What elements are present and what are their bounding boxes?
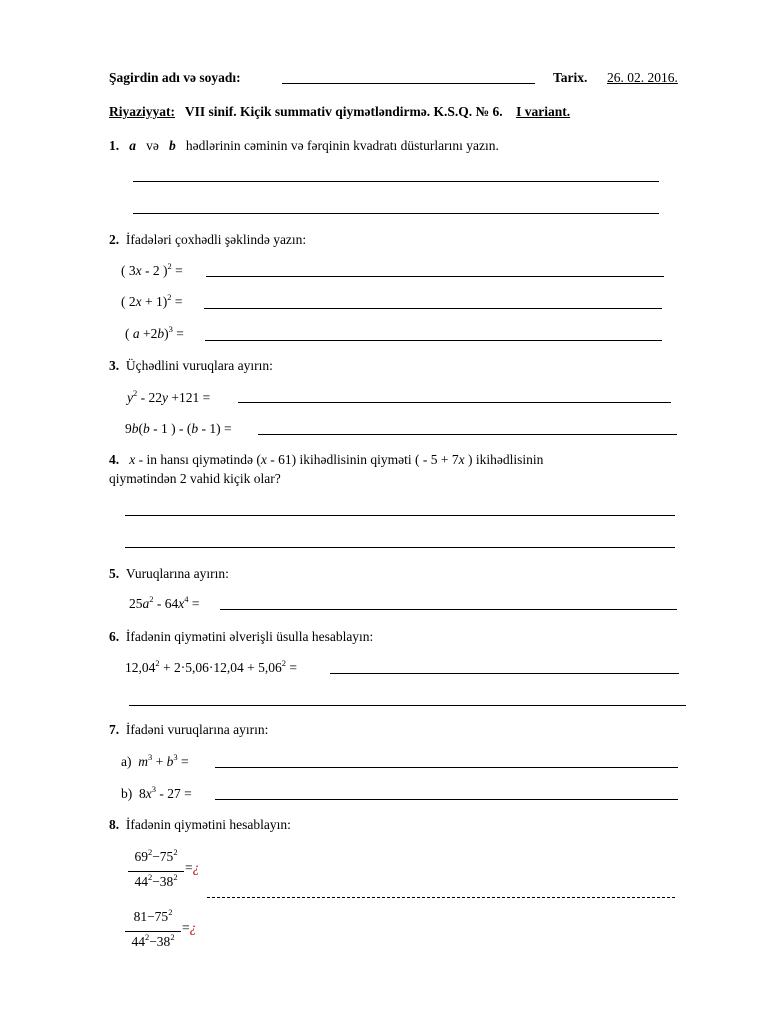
var-b: b xyxy=(169,138,176,153)
math-token: = xyxy=(177,754,189,769)
math-token: = xyxy=(172,326,184,341)
expression-5 xyxy=(129,596,200,612)
math-token: b) xyxy=(121,786,133,801)
answer-line[interactable] xyxy=(215,767,678,768)
math-token: 2 xyxy=(147,847,153,857)
question-number: 7. xyxy=(109,722,120,737)
math-token: 44 xyxy=(134,874,148,889)
math-token: x xyxy=(178,596,185,611)
math-token: −75 xyxy=(152,849,174,864)
math-token: 9 xyxy=(125,421,132,436)
math-token: 3 xyxy=(151,784,156,794)
expression-7-a xyxy=(121,754,189,770)
question-5 xyxy=(109,566,229,582)
math-token: a) xyxy=(121,754,132,769)
placeholder-mark: ¿ xyxy=(189,920,197,935)
math-token: y xyxy=(127,390,133,405)
math-token: 8 xyxy=(139,786,146,801)
math-token: +121 = xyxy=(168,390,211,405)
math-token: x xyxy=(135,294,142,309)
fraction-denominator xyxy=(128,874,184,890)
math-token: 3 xyxy=(168,324,173,334)
question-4 xyxy=(109,452,543,468)
variant-label: I variant. xyxy=(516,104,571,119)
answer-line[interactable] xyxy=(258,434,677,435)
math-token: - 61) ikihədlisinin qiyməti ( - 5 + 7 xyxy=(266,452,459,467)
math-token: + 2·5,06·12,04 + 5,06 xyxy=(159,660,282,675)
math-token: = xyxy=(188,596,200,611)
math-token: 2 xyxy=(133,388,138,398)
dashed-answer-line[interactable] xyxy=(207,897,675,898)
math-token: 44 xyxy=(131,934,145,949)
math-token: b xyxy=(157,326,165,341)
math-token: 2 xyxy=(144,932,150,942)
placeholder-mark: ¿ xyxy=(192,860,200,875)
math-token: - 22 xyxy=(137,390,162,405)
math-token: = xyxy=(171,263,183,278)
answer-line[interactable] xyxy=(238,402,671,403)
math-token: 2 xyxy=(281,658,286,668)
question-number: 5. xyxy=(109,566,120,581)
var-a: a xyxy=(129,138,136,153)
expression-2-2 xyxy=(121,294,182,310)
math-token: - 2 ) xyxy=(141,263,168,278)
question-number: 2. xyxy=(109,232,120,247)
answer-line[interactable] xyxy=(206,276,664,277)
expression-2-1 xyxy=(121,263,183,279)
question-text: Üçhədlini vuruqlara ayırın: xyxy=(125,358,273,373)
conjunction: və xyxy=(146,138,159,153)
math-token: - 1 ) - ( xyxy=(149,421,192,436)
question-text: İfadələri çoxhədli şəklində yazın: xyxy=(125,232,307,247)
expression-3-2 xyxy=(125,421,232,437)
question-text: İfadənin qiymətini əlverişli üsulla hesablayın: xyxy=(125,629,374,644)
answer-line[interactable] xyxy=(204,308,662,309)
math-token: a xyxy=(132,326,140,341)
question-1 xyxy=(109,138,499,154)
answer-line[interactable] xyxy=(125,547,675,548)
math-token: + 1) xyxy=(141,294,168,309)
answer-line[interactable] xyxy=(330,673,679,674)
question-text: İfadənin qiymətini hesablayın: xyxy=(125,817,291,832)
math-token: ) ikihədlisinin xyxy=(464,452,544,467)
math-token: ) xyxy=(164,326,169,341)
fraction-denominator xyxy=(125,934,181,950)
question-8 xyxy=(109,817,291,833)
math-token: x xyxy=(260,452,267,467)
question-text: hədlərinin cəminin və fərqinin kvadratı düsturlarını yazın. xyxy=(185,138,499,153)
math-token: - 27 = xyxy=(156,786,192,801)
math-token: x xyxy=(145,786,152,801)
question-2 xyxy=(109,232,306,248)
answer-line[interactable] xyxy=(125,515,675,516)
math-token: x xyxy=(135,263,142,278)
question-7 xyxy=(109,722,268,738)
math-token: 25 xyxy=(129,596,143,611)
answer-line[interactable] xyxy=(220,609,677,610)
math-token: + xyxy=(152,754,167,769)
math-token: b xyxy=(143,421,150,436)
math-token: = xyxy=(182,920,190,935)
math-token: 3 xyxy=(148,752,153,762)
equals-sign xyxy=(185,860,199,876)
student-name-label: Şagirdin adı və soyadı: xyxy=(109,70,241,85)
math-token: y xyxy=(162,390,168,405)
question-number: 3. xyxy=(109,358,120,373)
student-name-field[interactable] xyxy=(282,83,535,84)
math-token: +2 xyxy=(139,326,158,341)
question-number: 1. xyxy=(109,138,120,153)
math-token: 2 xyxy=(155,658,160,668)
math-token: 3 xyxy=(173,752,178,762)
question-number: 8. xyxy=(109,817,120,832)
math-token: 69 xyxy=(134,849,148,864)
answer-line[interactable] xyxy=(133,213,659,214)
math-token: 2 xyxy=(168,907,173,917)
math-token: 12,04 xyxy=(125,660,156,675)
math-token: 2 xyxy=(167,261,172,271)
math-token: = xyxy=(285,660,297,675)
answer-line[interactable] xyxy=(133,181,659,182)
expression-2-3 xyxy=(125,326,184,342)
math-token: a xyxy=(142,596,150,611)
math-token: 2 xyxy=(167,292,172,302)
math-token: −38 xyxy=(149,934,171,949)
math-token: m xyxy=(138,754,148,769)
question-number: 6. xyxy=(109,629,120,644)
fraction-numerator xyxy=(128,849,184,865)
math-token: x xyxy=(458,452,465,467)
math-token: 2 xyxy=(170,932,175,942)
equals-sign xyxy=(182,920,196,936)
date-label: Tarix. xyxy=(553,70,588,85)
math-token: 2 xyxy=(173,872,178,882)
subject-header xyxy=(109,104,570,120)
math-token: ( 2 xyxy=(121,294,136,309)
question-text: İfadəni vuruqlarına ayırın: xyxy=(125,722,269,737)
fraction-numerator xyxy=(125,909,181,925)
math-token: 4 xyxy=(184,594,189,604)
expression-3-1 xyxy=(127,390,210,406)
math-token: - 1) = xyxy=(198,421,232,436)
question-4-line-2: qiymətindən 2 vahid kiçik olar? xyxy=(109,471,281,486)
math-token: ( 3 xyxy=(121,263,136,278)
math-token: - in hansı qiymətində ( xyxy=(138,452,261,467)
math-token: 2 xyxy=(173,847,178,857)
answer-line[interactable] xyxy=(205,340,662,341)
math-token: - 64 xyxy=(153,596,179,611)
math-token: ( xyxy=(138,421,143,436)
answer-line[interactable] xyxy=(129,705,686,706)
math-token: = xyxy=(185,860,193,875)
math-token: x xyxy=(129,452,136,467)
math-token: 2 xyxy=(149,594,154,604)
date-value: 26. 02. 2016. xyxy=(607,70,678,85)
question-number: 4. xyxy=(109,452,120,467)
math-token: −38 xyxy=(152,874,174,889)
math-token: 81−75 xyxy=(133,909,169,924)
expression-6 xyxy=(125,660,297,676)
answer-line[interactable] xyxy=(215,799,678,800)
assessment-title: VII sinif. Kiçik summativ qiymətləndirmə. K.S.Q. № 6. xyxy=(184,104,503,119)
math-token: 2 xyxy=(147,872,153,882)
math-token: b xyxy=(166,754,174,769)
question-3 xyxy=(109,358,273,374)
subject-label: Riyaziyyat: xyxy=(109,104,175,119)
math-token: b xyxy=(131,421,139,436)
expression-7-b xyxy=(121,786,192,802)
question-6 xyxy=(109,629,373,645)
math-token: ( xyxy=(125,326,133,341)
math-token: = xyxy=(171,294,183,309)
math-token: b xyxy=(191,421,199,436)
question-text: Vuruqlarına ayırın: xyxy=(125,566,229,581)
